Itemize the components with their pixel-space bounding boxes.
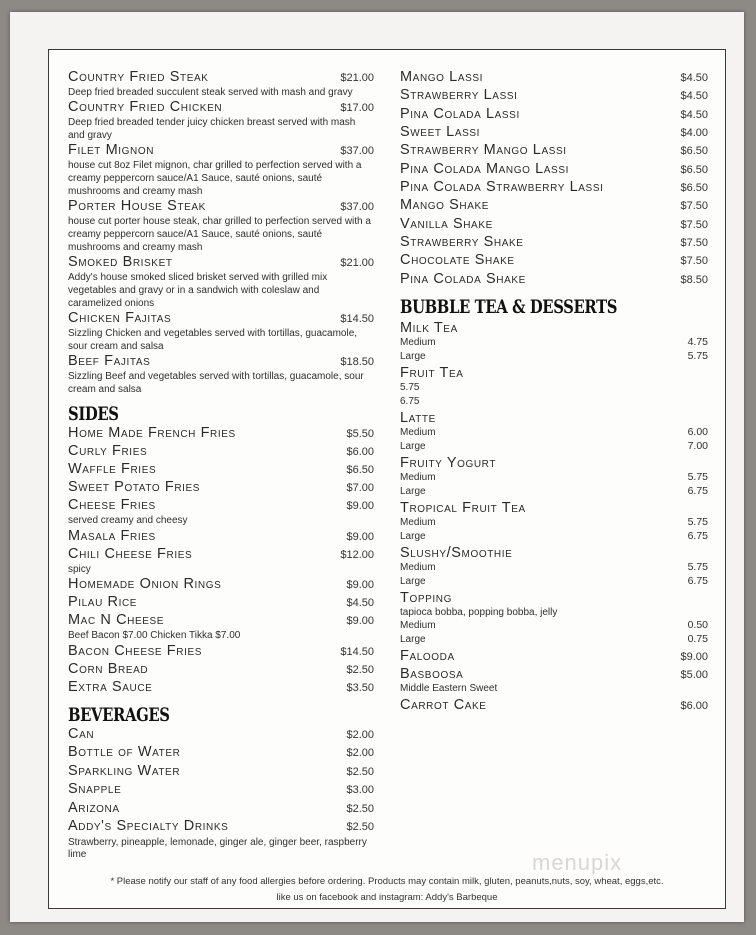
menu-item-row (68, 497, 374, 515)
size-price: 5.75 (687, 349, 708, 362)
right-column (400, 69, 708, 713)
menu-item-row (400, 69, 708, 87)
item-name: Snapple (68, 781, 122, 797)
item-price: $7.50 (680, 200, 708, 213)
item-name: Homemade Onion Rings (68, 576, 222, 592)
size-price: 6.00 (687, 426, 708, 439)
item-price: $6.50 (680, 182, 708, 195)
menu-item (68, 142, 374, 198)
item-name: Pina Colada Strawberry Lassi (400, 179, 604, 196)
item-price: $37.00 (340, 145, 374, 157)
item-price: $14.50 (340, 645, 374, 658)
item-name: Bottle of Water (68, 744, 181, 760)
item-note: Middle Eastern Sweet (400, 683, 498, 695)
bubble-tea-section (400, 296, 708, 713)
menu-item (400, 500, 708, 543)
item-price: $3.50 (346, 681, 374, 694)
size-label: Medium (400, 517, 436, 529)
sides-section (68, 403, 374, 697)
size-price: 0.75 (687, 632, 708, 645)
item-price: $14.50 (340, 313, 374, 325)
item-price: $21.00 (340, 72, 374, 84)
item-price: $5.50 (346, 428, 374, 440)
item-name: Bacon Cheese Fries (68, 642, 202, 659)
size-row (400, 350, 708, 364)
menu-item (400, 320, 708, 363)
menu-item-row (400, 216, 708, 234)
menu-item (68, 99, 374, 142)
menu-item (68, 497, 374, 528)
item-description: Addy's house smoked sliced brisket served with grilled mix vegetables and gravy or in a sandwich with coleslaw and caramelized onions (68, 272, 328, 309)
item-price: $4.00 (680, 127, 708, 140)
size-row (400, 440, 708, 454)
item-price: $2.50 (346, 663, 374, 676)
size-label: Large (400, 633, 426, 645)
menu-item-row (68, 726, 374, 745)
left-column (68, 69, 374, 862)
item-name: Milk Tea (400, 320, 458, 337)
menu-item (68, 781, 374, 800)
menu-item (68, 679, 374, 697)
item-price: $7.00 (346, 482, 374, 494)
menu-item-row (68, 99, 374, 116)
menu-item (400, 365, 708, 408)
menu-item (400, 106, 708, 124)
item-description: Strawberry, pineapple, lemonade, ginger ale, ginger beer, raspberry lime (68, 836, 367, 860)
menu-item (68, 443, 374, 461)
item-price: $9.00 (346, 615, 374, 627)
menu-item (400, 697, 708, 713)
size-row (400, 395, 708, 409)
menu-item-row (68, 763, 374, 782)
item-name: Chocolate Shake (400, 252, 515, 269)
item-price: $3.00 (346, 784, 374, 796)
size-row (400, 471, 708, 485)
item-name: Strawberry Lassi (400, 87, 518, 104)
item-price: $2.50 (346, 802, 374, 815)
item-price: $9.00 (346, 530, 374, 543)
menu-item (68, 310, 374, 353)
menu-item-row (68, 528, 374, 546)
sides-heading: SIDES (68, 403, 119, 425)
item-description: spicy (68, 563, 91, 575)
menu-item-row (400, 106, 708, 124)
item-name: Chili Cheese Fries (68, 545, 193, 562)
menu-item (400, 648, 708, 664)
menu-item (400, 271, 708, 289)
menu-item (68, 643, 374, 661)
size-label: Large (400, 530, 426, 542)
menu-item (68, 198, 374, 254)
size-price: 5.75 (687, 471, 708, 484)
size-row (400, 530, 708, 544)
item-price: $9.00 (680, 651, 708, 664)
lassi-shake-section (400, 69, 708, 289)
item-name: Fruity Yogurt (400, 455, 497, 472)
item-name: Home Made French Fries (68, 425, 236, 441)
menu-item (68, 661, 374, 679)
menu-item-row (400, 252, 708, 270)
menu-item-row (400, 697, 708, 713)
item-name: Waffle Fries (68, 461, 157, 477)
item-price: $21.00 (340, 257, 374, 269)
item-description: Sizzling Chicken and vegetables served with tortillas, guacamole, sour cream and salsa (68, 328, 358, 352)
item-price: $6.00 (346, 446, 374, 458)
menu-item-row (400, 545, 708, 561)
menu-item-row (400, 590, 708, 606)
item-name: Can (68, 725, 95, 742)
size-row (400, 619, 708, 633)
item-name: Arizona (68, 799, 120, 816)
item-description: house cut 8oz Filet mignon, char grilled to perfection served with a creamy peppercorn sauce/A1 Sauce, sauté onions, sauté mushrooms and creamy mash (68, 160, 362, 197)
item-name: Pina Colada Mango Lassi (400, 160, 569, 177)
item-price: $8.50 (680, 273, 708, 286)
item-description: served creamy and cheesy (68, 515, 188, 526)
item-name: Masala Fries (68, 527, 156, 544)
menu-item (68, 254, 374, 310)
item-name: Falooda (400, 648, 455, 665)
item-name: Pina Colada Lassi (400, 105, 520, 122)
menu-item (68, 726, 374, 745)
size-row (400, 516, 708, 530)
menu-item-row (400, 142, 708, 160)
menu-item-row (68, 546, 374, 564)
menu-item-row (68, 425, 374, 443)
item-name: Fruit Tea (400, 365, 464, 382)
item-description: house cut porter house steak, char grilled to perfection served with a creamy peppercorn sauce/A1 Sauce, sauté onions, sauté mushrooms and creamy mash (68, 216, 371, 253)
size-row (400, 485, 708, 499)
item-price: $5.00 (680, 669, 708, 682)
menu-item (68, 479, 374, 497)
size-label: Large (400, 440, 426, 452)
size-label: Large (400, 350, 426, 362)
social-note: like us on facebook and instagram: Addy's Barbeque (276, 892, 498, 903)
menu-item-row (400, 179, 708, 197)
menu-item-row (68, 443, 374, 461)
menu-item (68, 353, 374, 396)
item-name: Beef Fajitas (68, 353, 151, 369)
item-price: $9.00 (346, 579, 374, 591)
size-label: Medium (400, 562, 436, 574)
menu-item-row (68, 461, 374, 479)
menu-item (400, 179, 708, 197)
item-price: $6.00 (680, 700, 708, 713)
size-row (400, 336, 708, 350)
menu-item-row (68, 661, 374, 679)
item-name: Filet Mignon (68, 142, 155, 158)
menu-item-row (400, 666, 708, 682)
menu-item (400, 69, 708, 87)
item-name: Country Fried Chicken (68, 99, 223, 115)
beverages-heading: BEVERAGES (68, 703, 170, 726)
size-price: 7.00 (687, 439, 708, 452)
menu-item (68, 69, 374, 99)
menu-item-row (400, 500, 708, 516)
menu-item (68, 800, 374, 819)
item-description: Deep fried breaded succulent steak served with mash and gravy (68, 87, 353, 98)
size-row (400, 561, 708, 575)
item-price: $2.00 (346, 747, 374, 759)
item-name: Latte (400, 410, 436, 427)
item-name: Carrot Cake (400, 697, 487, 714)
menu-item-row (68, 679, 374, 697)
size-label: Medium (400, 472, 436, 484)
item-name: Corn Bread (68, 660, 149, 677)
item-name: Sparkling Water (68, 762, 181, 779)
item-name: Vanilla Shake (400, 215, 493, 232)
menu-item-row (68, 781, 374, 800)
item-price: $4.50 (680, 90, 708, 103)
menu-item-row (68, 310, 374, 327)
item-price: $18.50 (340, 356, 374, 368)
item-price: $4.50 (680, 72, 708, 84)
menu-item-row (400, 271, 708, 289)
menu-item (400, 455, 708, 498)
size-price: 6.75 (687, 529, 708, 542)
menu-item-row (68, 612, 374, 630)
item-price: $2.50 (346, 765, 374, 778)
menu-item (68, 461, 374, 479)
item-name: Extra Sauce (68, 678, 153, 695)
size-price: 0.50 (687, 619, 708, 632)
item-price: $6.50 (680, 163, 708, 176)
size-row (400, 633, 708, 647)
menu-item (400, 252, 708, 270)
menu-frame (48, 49, 726, 909)
menu-item (400, 590, 708, 646)
menu-item-row (68, 576, 374, 594)
item-price: $6.50 (346, 464, 374, 476)
item-name: Sweet Potato Fries (68, 479, 201, 495)
item-description: Sizzling Beef and vegetables served with tortillas, guacamole, sour cream and salsa (68, 371, 364, 395)
size-label: Large (400, 485, 426, 497)
menu-item-row (68, 198, 374, 215)
item-name: Cheese Fries (68, 497, 156, 513)
item-price: $4.50 (680, 108, 708, 121)
menu-item-row (400, 410, 708, 426)
menu-item-row (400, 320, 708, 336)
item-price: $17.00 (340, 102, 374, 114)
menu-item-row (68, 254, 374, 271)
menu-item-row (400, 197, 708, 215)
item-note: tapioca bobba, popping bobba, jelly (400, 607, 558, 619)
size-price: 5.75 (687, 561, 708, 574)
item-name: Mac N Cheese (68, 612, 165, 628)
menu-item (68, 594, 374, 612)
menu-item (68, 546, 374, 577)
menu-item (68, 425, 374, 443)
menu-item (68, 744, 374, 763)
item-name: Basboosa (400, 666, 464, 683)
menu-item-row (68, 818, 374, 837)
menu-item (400, 666, 708, 695)
menu-item (400, 197, 708, 215)
item-description: Beef Bacon $7.00 Chicken Tikka $7.00 (68, 630, 241, 641)
item-name: Strawberry Mango Lassi (400, 142, 567, 159)
menu-item (400, 234, 708, 252)
menu-item (400, 161, 708, 179)
menu-item-row (68, 142, 374, 159)
menu-item-row (400, 455, 708, 471)
item-name: Porter House Steak (68, 198, 206, 214)
menu-item-row (400, 234, 708, 252)
menu-item-row (400, 648, 708, 664)
item-name: Strawberry Shake (400, 234, 524, 251)
item-name: Sweet Lassi (400, 124, 481, 141)
size-label: Medium (400, 620, 436, 632)
item-price: $37.00 (340, 201, 374, 213)
menu-item-row (68, 643, 374, 661)
menu-item-row (400, 365, 708, 381)
item-name: Country Fried Steak (68, 69, 209, 85)
item-price: $6.50 (680, 145, 708, 158)
item-price: $7.50 (680, 218, 708, 231)
size-label: Medium (400, 337, 436, 349)
menu-sheet (10, 12, 744, 922)
bubble-tea-heading: BUBBLE TEA & DESSERTS (400, 296, 618, 319)
size-row (400, 575, 708, 589)
size-label: 5.75 (400, 382, 420, 394)
menu-item (400, 545, 708, 588)
menu-item-row (68, 800, 374, 819)
menu-item (400, 216, 708, 234)
watermark-logo: menupix (532, 850, 623, 875)
item-name: Chicken Fajitas (68, 310, 172, 326)
main-dishes-section (68, 69, 374, 396)
size-label: Medium (400, 427, 436, 439)
menu-item (400, 87, 708, 105)
item-name: Mango Lassi (400, 69, 484, 85)
menu-item-row (400, 161, 708, 179)
item-name: Pilau Rice (68, 594, 138, 610)
menu-item (400, 410, 708, 453)
size-row (400, 426, 708, 440)
menu-item (68, 612, 374, 643)
menu-item-row (68, 69, 374, 86)
size-label: Large (400, 575, 426, 587)
size-price: 6.75 (687, 574, 708, 587)
menu-item-row (400, 124, 708, 142)
menu-item-row (68, 479, 374, 497)
size-row (400, 381, 708, 395)
menu-item-row (400, 87, 708, 105)
item-price: $4.50 (346, 597, 374, 609)
size-price: 5.75 (687, 516, 708, 529)
size-price: 6.75 (687, 484, 708, 497)
beverages-section (68, 704, 374, 862)
item-price: $9.00 (346, 500, 374, 512)
menu-item-row (68, 594, 374, 612)
item-name: Pina Colada Shake (400, 270, 526, 287)
allergy-note: * Please notify our staff of any food allergies before ordering. Products may contain milk, gluten, peanuts,nuts, soy, wheat, eggs,etc. (110, 876, 664, 887)
item-name: Addy's Specialty Drinks (68, 818, 229, 834)
item-name: Tropical Fruit Tea (400, 500, 526, 517)
item-name: Curly Fries (68, 443, 148, 459)
menu-item-row (68, 353, 374, 370)
menu-item (68, 763, 374, 782)
menu-item (68, 528, 374, 546)
menu-item (68, 818, 374, 862)
menu-item (400, 124, 708, 142)
menu-item (68, 576, 374, 594)
item-name: Slushy/Smoothie (400, 545, 513, 562)
item-price: $12.00 (340, 548, 374, 561)
item-price: $7.50 (680, 255, 708, 268)
item-name: Mango Shake (400, 197, 490, 214)
item-description: Deep fried breaded tender juicy chicken breast served with mash and gravy (68, 117, 356, 141)
item-price: $2.50 (346, 821, 374, 833)
item-price: $7.50 (680, 237, 708, 250)
item-name: Topping (400, 590, 452, 607)
item-price: $2.00 (346, 728, 374, 741)
size-price: 4.75 (687, 336, 708, 349)
size-label: 6.75 (400, 395, 420, 407)
item-name: Smoked Brisket (68, 254, 173, 270)
menu-item (400, 142, 708, 160)
menu-item-row (68, 744, 374, 763)
